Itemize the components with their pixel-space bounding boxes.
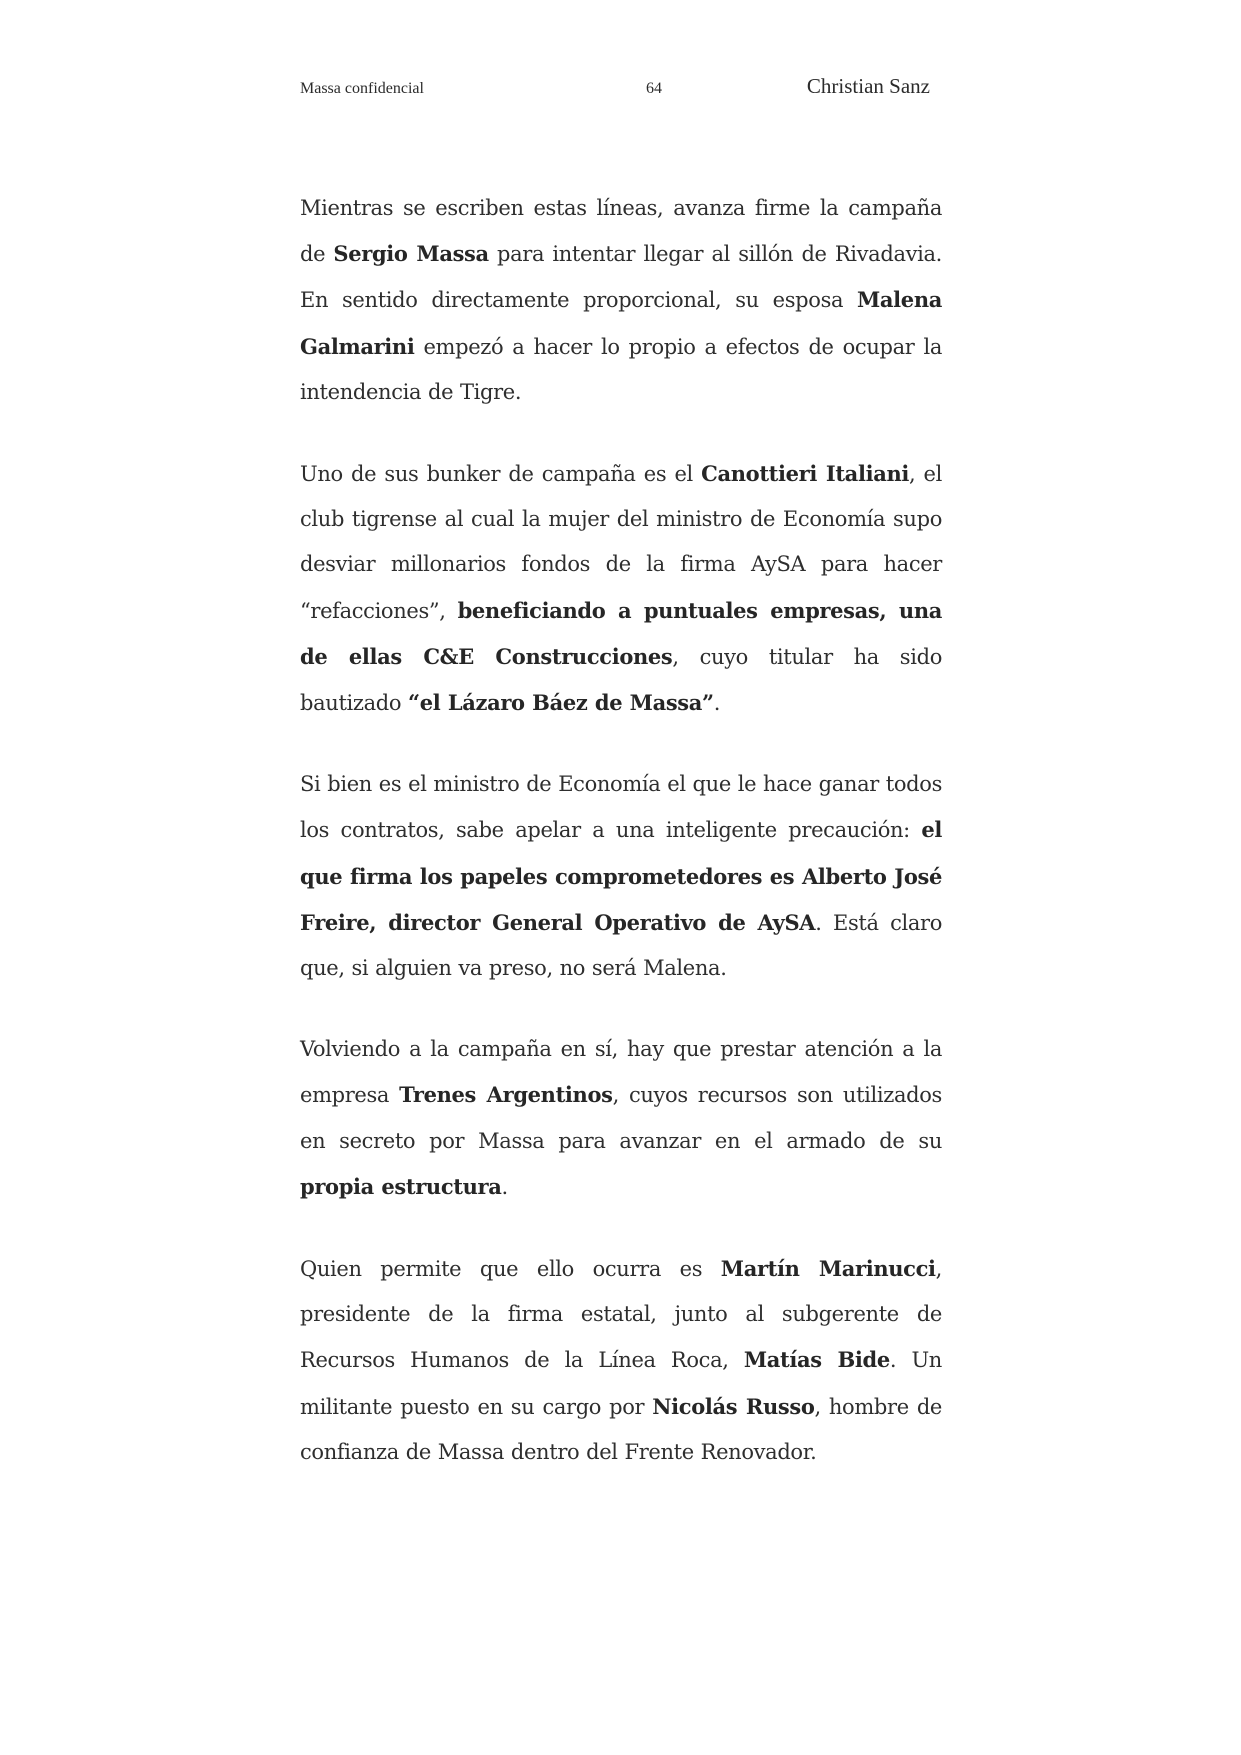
- text-run: Quien permite que ello ocurra es: [300, 1257, 721, 1282]
- text-run: para intentar llegar al sillón de Rivadavia. En sentido directamente proporcional, su esposa: [300, 242, 942, 313]
- text-run: Uno de sus bunker de campaña es el: [300, 462, 702, 487]
- bold-text-run: propia estructura: [300, 1173, 502, 1199]
- text-run: empezó a hacer lo propio a efectos de ocupar la intendencia de Tigre.: [300, 334, 942, 404]
- text-run: , cuyo titular ha sido bautizado: [300, 644, 942, 716]
- paragraph: [300, 1027, 942, 1210]
- body-text: [300, 186, 942, 1511]
- paragraph: [300, 451, 942, 726]
- text-run: Volviendo a la campaña en sí, hay que prestar atención a la empresa: [300, 1037, 942, 1108]
- text-run: .: [713, 691, 721, 716]
- running-header: [300, 74, 930, 104]
- bold-text-run: Trenes Argentinos: [399, 1082, 613, 1108]
- text-run: . Está claro que, si alguien va preso, no será Malena.: [300, 910, 942, 981]
- bold-text-run: “el Lázaro Báez de Massa”: [408, 690, 714, 716]
- text-run: .: [501, 1174, 508, 1199]
- paragraph: [300, 186, 942, 415]
- text-run: , el club tigrense al cual la mujer del ministro de Economía supo desviar millonarios fondos de la firma AySA para hacer “refacciones”,: [300, 462, 942, 623]
- bold-text-run: Canottieri Italiani: [701, 461, 909, 487]
- page-number: 64: [646, 80, 662, 97]
- bold-text-run: Matías Bide: [743, 1347, 890, 1373]
- bold-text-run: Malena Galmarini: [300, 287, 942, 359]
- bold-text-run: beneficiando a puntuales empresas, una de ellas C&E Construcciones: [300, 597, 942, 669]
- text-run: , presidente de la firma estatal, junto al subgerente de Recursos Humanos de la Línea Roca,: [300, 1257, 942, 1373]
- bold-text-run: Nicolás Russo: [652, 1393, 815, 1419]
- text-run: Si bien es el ministro de Economía el que le hace ganar todos los contratos, sabe apelar a una inteligente precaución:: [300, 772, 942, 843]
- paragraph: [300, 762, 942, 991]
- bold-text-run: el que firma los papeles comprometedores es Alberto José Freire, director General Operativo de AySA: [300, 817, 942, 935]
- bold-text-run: Sergio Massa: [333, 241, 489, 267]
- text-run: , hombre de confianza de Massa dentro del Frente Renovador.: [300, 1394, 942, 1464]
- text-run: Mientras se escriben estas líneas, avanza firme la campaña de: [300, 196, 942, 267]
- text-run: , cuyos recursos son utilizados en secreto por Massa para avanzar en el armado de su: [300, 1083, 942, 1153]
- bold-text-run: Martín Marinucci: [720, 1256, 936, 1282]
- book-title: Massa confidencial: [300, 80, 424, 97]
- author-name: Christian Sanz: [806, 74, 930, 98]
- text-run: . Un militante puesto en su cargo por: [300, 1348, 942, 1419]
- paragraph: [300, 1246, 942, 1475]
